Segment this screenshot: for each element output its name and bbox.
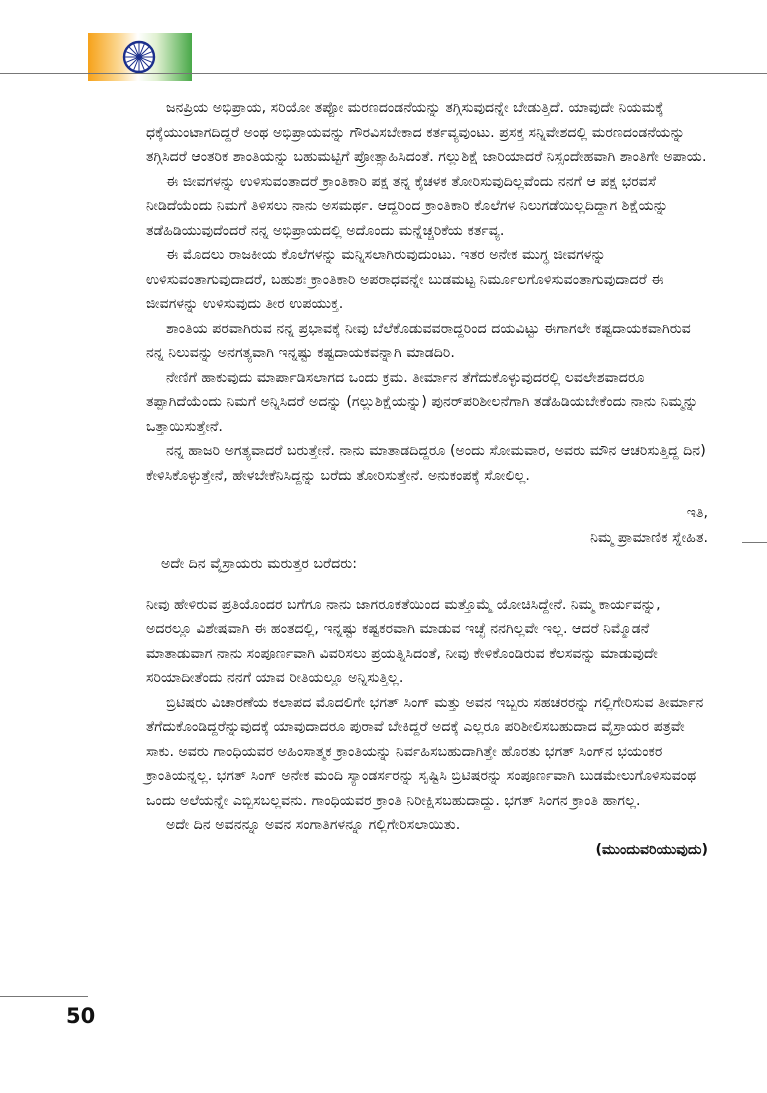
letter-signature: ನಿಮ್ಮ ಪ್ರಾಮಾಣಿಕ ಸ್ನೇಹಿತ. bbox=[590, 529, 708, 546]
margin-tick bbox=[742, 542, 767, 543]
letter-paragraph: ಈ ಜೀವಗಳನ್ನು ಉಳಿಸುವಂತಾದರೆ ಕ್ರಾಂತಿಕಾರಿ ಪಕ್ಷ ತನ್ನ ಕೈಚಳಕ ತೋರಿಸುವುದಿಲ್ಲವೆಂದು ನನಗೆ ಆ ಪಕ್ಷ ಭರವಸೆ ನೀಡಿದೆಯೆಂದು ನಿಮಗೆ ತಿಳಿಸಲು ನಾನು ಅಸಮರ್ಥ. ಆದ್ದರಿಂದ ಕ್ರಾಂತಿಕಾರಿ ಕೊಲೆಗಳ ನಿಲುಗಡೆಯಿಲ್ಲದಿದ್ದಾಗ ಶಿಕ್ಷೆಯನ್ನು ತಡೆಹಿಡಿಯುವುದೆಂದರೆ ನನ್ನ ಅಭಿಪ್ರಾಯದಲ್ಲಿ ಅದೊಂದು ಮನ್ನೆಚ್ಚರಿಕೆಯ ಕರ್ತವ್ಯ. bbox=[146, 173, 669, 239]
reply-intro: ಅದೇ ದಿನ ವೈಸ್ರಾಯರು ಮರುತ್ತರ ಬರೆದರು: bbox=[161, 556, 358, 572]
letter-paragraph: ಶಾಂತಿಯ ಪರವಾಗಿರುವ ನನ್ನ ಪ್ರಭಾವಕ್ಕೆ ನೀವು ಬೆಲೆಕೊಡುವವರಾದ್ದರಿಂದ ದಯವಿಟ್ಟು ಈಗಾಗಲೇ ಕಷ್ಟದಾಯಕವಾಗಿರುವ ನನ್ನ ನಿಲುವನ್ನು ಅನಗತ್ಯವಾಗಿ ಇನ್ನಷ್ಟು ಕಷ್ಟದಾಯಕವನ್ನಾಗಿ ಮಾಡದಿರಿ. bbox=[146, 320, 691, 361]
footer-rule bbox=[0, 996, 88, 997]
letter-paragraph: ನನ್ನ ಹಾಜರಿ ಅಗತ್ಯವಾದರೆ ಬರುತ್ತೇನೆ. ನಾನು ಮಾತಾಡದಿದ್ದರೂ (ಅಂದು ಸೋಮವಾರ, ಅವರು ಮೌನ ಆಚರಿಸುತ್ತಿದ್ದ ದಿನ) ಕೇಳಿಸಿಕೊಳ್ಳುತ್ತೇನೆ, ಹೇಳಬೇಕೆನಿಸಿದ್ದನ್ನು ಬರೆದು ತೋರಿಸುತ್ತೇನೆ. ಅನುಕಂಪಕ್ಕೆ ಸೋಲಿಲ್ಲ. bbox=[146, 443, 706, 484]
page-body bbox=[146, 96, 708, 862]
page-number: 50 bbox=[66, 1004, 96, 1028]
header-rule bbox=[0, 73, 767, 74]
letter-closing: ಇತಿ, bbox=[686, 505, 708, 521]
ashoka-chakra-icon bbox=[122, 40, 156, 74]
reply-paragraph: ಅದೇ ದಿನ ಅವನನ್ನೂ ಅವನ ಸಂಗಾತಿಗಳನ್ನೂ ಗಲ್ಲಿಗೇರಿಸಲಾಯಿತು. bbox=[166, 817, 461, 833]
continued-note: (ಮುಂದುವರಿಯುವುದು) bbox=[595, 841, 708, 858]
reply-paragraph: ನೀವು ಹೇಳಿರುವ ಪ್ರತಿಯೊಂದರ ಬಗೆಗೂ ನಾನು ಜಾಗರೂಕತೆಯಿಂದ ಮತ್ತೊಮ್ಮೆ ಯೋಚಿಸಿದ್ದೇನೆ. ನಿಮ್ಮ ಕಾರ್ಯವನ್ನು, ಅದರಲ್ಲೂ ವಿಶೇಷವಾಗಿ ಈ ಹಂತದಲ್ಲಿ, ಇನ್ನಷ್ಟು ಕಷ್ಟಕರವಾಗಿ ಮಾಡುವ ಇಚ್ಛೆ ನನಗಿಲ್ಲವೇ ಇಲ್ಲ. ಆದರೆ ನಿಮ್ಮೊಡನೆ ಮಾತಾಡುವಾಗ ನಾನು ಸಂಪೂರ್ಣವಾಗಿ ವಿವರಿಸಲು ಪ್ರಯತ್ನಿಸಿದಂತೆ, ನೀವು ಕೇಳಿಕೊಂಡಿರುವ ಕೆಲಸವನ್ನು ಮಾಡುವುದೇ ಸರಿಯಾದೀತೆಂದು ನನಗೆ ಯಾವ ರೀತಿಯಲ್ಲೂ ಅನ್ನಿಸುತ್ತಿಲ್ಲ. bbox=[146, 596, 661, 686]
letter-paragraph: ನೇಣಿಗೆ ಹಾಕುವುದು ಮಾರ್ಪಾಡಿಸಲಾಗದ ಒಂದು ಕ್ರಮ. ತೀರ್ಮಾನ ತೆಗೆದುಕೊಳ್ಳುವುದರಲ್ಲಿ ಲವಲೇಶವಾದರೂ ತಪ್ಪಾಗಿದೆಯೆಂದು ನಿಮಗೆ ಅನ್ನಿಸಿದರೆ ಅದನ್ನು (ಗಲ್ಲುಶಿಕ್ಷೆಯನ್ನು) ಪುನರ್‌ಪರಿಶೀಲನೆಗಾಗಿ ತಡೆಹಿಡಿಯಬೇಕೆಂದು ನಾನು ನಿಮ್ಮನ್ನು ಒತ್ತಾಯಿಸುತ್ತೇನೆ. bbox=[146, 369, 699, 435]
letter-paragraph: ಜನಪ್ರಿಯ ಅಭಿಪ್ರಾಯ, ಸರಿಯೋ ತಪ್ಪೋ ಮರಣದಂಡನೆಯನ್ನು ತಗ್ಗಿಸುವುದನ್ನೇ ಬೇಡುತ್ತಿದೆ. ಯಾವುದೇ ನಿಯಮಕ್ಕೆ ಧಕ್ಕೆಯುಂಟಾಗದಿದ್ದರೆ ಅಂಥ ಅಭಿಪ್ರಾಯವನ್ನು ಗೌರವಿಸಬೇಕಾದ ಕರ್ತವ್ಯವುಂಟು. ಪ್ರಸಕ್ತ ಸನ್ನಿವೇಶದಲ್ಲಿ ಮರಣದಂಡನೆಯನ್ನು ತಗ್ಗಿಸಿದರೆ ಆಂತರಿಕ ಶಾಂತಿಯನ್ನು ಬಹುಮಟ್ಟಿಗೆ ಪ್ರೋತ್ಸಾಹಿಸಿದಂತೆ. ಗಲ್ಲುಶಿಕ್ಷೆ ಜಾರಿಯಾದರೆ ನಿಸ್ಸಂದೇಹವಾಗಿ ಶಾಂತಿಗೇ ಅಪಾಯ. bbox=[146, 100, 707, 165]
letter-paragraph: ಈ ಮೊದಲು ರಾಜಕೀಯ ಕೊಲೆಗಳನ್ನು ಮನ್ನಿಸಲಾಗಿರುವುದುಂಟು. ಇತರ ಅನೇಕ ಮುಗ್ಧ ಜೀವಗಳನ್ನು ಉಳಿಸುವಂತಾಗುವುದಾದರೆ, ಬಹುಶಃ ಕ್ರಾಂತಿಕಾರಿ ಅಪರಾಧವನ್ನೇ ಬುಡಮಟ್ಟ ನಿರ್ಮೂಲಗೊಳಿಸುವಂತಾಗುವುದಾದರೆ ಈ ಜೀವಗಳನ್ನು ಉಳಿಸುವುದು ತೀರ ಉಪಯುಕ್ತ. bbox=[146, 247, 664, 312]
reply-paragraph: ಬ್ರಿಟಿಷರು ವಿಚಾರಣೆಯ ಕಲಾಪದ ಮೊದಲಿಗೇ ಭಗತ್ ಸಿಂಗ್ ಮತ್ತು ಅವನ ಇಬ್ಬರು ಸಹಚರರನ್ನು ಗಲ್ಲಿಗೇರಿಸುವ ತೀರ್ಮಾನ ತೆಗೆದುಕೊಂಡಿದ್ದರೆನ್ನುವುದಕ್ಕೆ ಯಾವುದಾದರೂ ಪುರಾವೆ ಬೇಕಿದ್ದರೆ ಅದಕ್ಕೆ ಎಲ್ಲರೂ ಪರಿಶೀಲಿಸಬಹುದಾದ ವೈಸ್ರಾಯರ ಪತ್ರವೇ ಸಾಕು. ಅವರು ಗಾಂಧಿಯವರ ಅಹಿಂಸಾತ್ಮಕ ಕ್ರಾಂತಿಯನ್ನು ನಿರ್ವಹಿಸಬಹುದಾಗಿತ್ತೇ ಹೊರತು ಭಗತ್ ಸಿಂಗ್‌ನ ಭಯಂಕರ ಕ್ರಾಂತಿಯನ್ನಲ್ಲ. ಭಗತ್ ಸಿಂಗ್ ಅನೇಕ ಮಂದಿ ಸ್ಯಾಂಡರ್ಸರನ್ನು ಸೃಷ್ಟಿಸಿ ಬ್ರಿಟಿಷರನ್ನು ಸಂಪೂರ್ಣವಾಗಿ ಬುಡಮೇಲುಗೊಳಿಸುವಂಥ ಒಂದು ಅಲೆಯನ್ನೇ ಎಬ್ಬಿಸಬಲ್ಲವನು. ಗಾಂಧಿಯವರ ಕ್ರಾಂತಿ ನಿರೀಕ್ಷಿಸಬಹುದಾದ್ದು. ಭಗತ್ ಸಿಂಗನ ಕ್ರಾಂತಿ ಹಾಗಲ್ಲ. bbox=[146, 694, 704, 809]
